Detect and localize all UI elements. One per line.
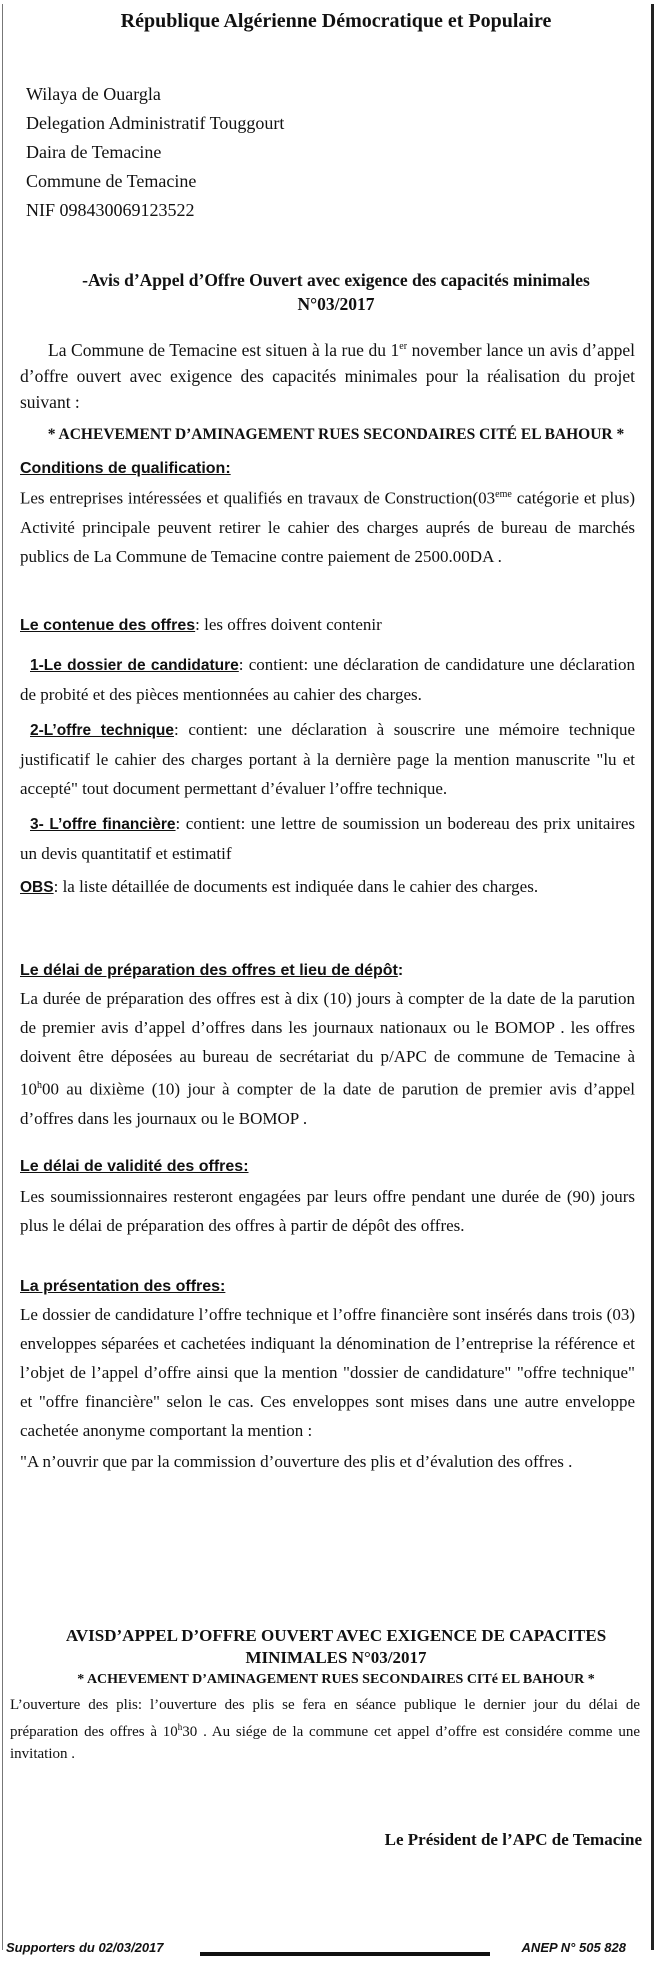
content-section [20,610,635,902]
intro-text-a: La Commune de Temacine est situen à la rue du 1 [48,339,400,360]
country-header: République Algérienne Démocratique et Populaire [120,10,552,32]
qualification-text [20,480,635,571]
project-title: * ACHEVEMENT D’AMINAGEMENT RUES SECONDAIRES CITÉ EL BAHOUR * [47,426,625,443]
intro-text-b: november lance un avis d’appel d’offre ouvert avec exigence des capacités minimales pour la réalisation du projet suivant : [20,339,635,412]
publication-rule [200,1952,490,1956]
delai-heading: Le délai de préparation des offres et lieu de dépôt [20,962,398,979]
delegation-line: Delegation Administratif Touggourt [26,113,285,133]
validite-section [20,1158,635,1240]
intro-sup: er [399,341,408,352]
footer-title-line2: MINIMALES N°03/2017 [245,1648,427,1667]
obs-text: : la liste détaillée de documents est indiquée dans le cahier des charges. [53,877,539,896]
anep-number: ANEP N° 505 828 [521,1940,626,1955]
footer-title-line1: AVISD’APPEL D’OFFRE OUVERT AVEC EXIGENCE DE CAPACITES [65,1626,607,1645]
qualification-section [20,460,635,571]
delai-text [20,984,635,1133]
content-item-3 [20,809,635,868]
qualif-text-b: catégorie et plus) Activité principale peuvent retirer le cahier des charges auprés de bureau de marchés publics de La Commune de Temacine contre paiement de 2500.00DA . [20,488,636,566]
nif-line: NIF 098430069123522 [26,200,195,220]
presentation-section [20,1278,635,1476]
content-item-1 [20,650,635,709]
footer-title-block [0,1625,672,1669]
delai-text-b: 00 au dixième (10) jour à compter de la date de parution de premier avis d’appel d’offres dans les journaux ou le BOMOP . [20,1079,635,1128]
notice-number: N°03/2017 [297,294,375,314]
obs-label: OBS [20,879,54,896]
item3-text: : contient: une lettre de soumission un bodereau des prix unitaires un devis quantitatif et estimatif [20,814,635,863]
presentation-heading: La présentation des offres: [20,1278,226,1295]
item3-label: 3- L’offre financière [30,816,176,833]
delai-section [20,962,635,1133]
presentation-text: Le dossier de candidature l’offre technique et l’offre financière sont insérés dans trois (03) enveloppes séparées et cachetées indiquant la dénomination de l’entreprise la référence et l’objet de l’appel d’offre ainsi que la mention "dossier de candidature" "offre technique" et "offre financière" selon le cas. Ces enveloppes sont mises dans une autre enveloppe cachetée anonyme comportant la mention : [20,1305,635,1440]
publication-bar [0,1940,650,1956]
content-heading: Le contenue des offres [20,617,196,634]
opening-text-b: 30 . Au siége de la commune cet appel d’offre est considére comme une invitation . [10,1724,640,1762]
admin-block [26,80,641,225]
opening-sup: h [177,1722,183,1732]
footer-project-title: * ACHEVEMENT D’AMINAGEMENT RUES SECONDAIRES CITé EL BAHOUR * [77,1672,595,1687]
content-heading-line [20,610,635,640]
content-item-2 [20,715,635,803]
opening-text-a: L’ouverture des plis: l’ouverture des plis se fera en séance publique le dernier jour du délai de préparation des offres à 10 [10,1697,640,1740]
item1-text: : contient: une déclaration de candidature une déclaration de probité et des pièces mentionnées au cahier des charges. [20,655,636,704]
delai-text-a: La durée de préparation des offres est à dix (10) jours à compter de la date de la parution de premier avis d’appel d’offres dans les journaux nationaux ou le BOMOP . les offres doivent être déposées au bureau de secrétariat du p/APC de commune de Temacine à 10 [20,989,635,1099]
validite-text: Les soumissionnaires resteront engagées par leurs offre pendant une durée de (90) jours plus le délai de préparation des offres à partir de dépôt des offres. [20,1187,635,1235]
presentation-quote: "A n’ouvrir que par la commission d’ouverture des plis et d’évalution des offres . [20,1452,573,1471]
qualif-sup: eme [495,489,512,500]
notice-intro [20,334,635,415]
wilaya-line: Wilaya de Ouargla [26,84,161,104]
qualification-heading: Conditions de qualification: [20,460,231,477]
publication-date: Supporters du 02/03/2017 [6,1940,164,1955]
item2-text: : contient: une déclaration à souscrire une mémoire technique justificatif le cahier des charges portant à la dernière page la mention manuscrite "lu et accepté" tout document permettant d’évaluer l’offre technique. [20,720,635,798]
item2-label: 2-L’offre technique [30,722,174,739]
delai-heading-tail: : [397,962,404,979]
signature: Le Président de l’APC de Temacine [384,1830,642,1849]
validite-heading: Le délai de validité des offres: [20,1158,249,1175]
notice-title: -Avis d’Appel d’Offre Ouvert avec exigence des capacités minimales [82,270,590,290]
item1-label: 1-Le dossier de candidature [30,657,239,674]
delai-sup: h [37,1080,42,1091]
daira-line: Daira de Temacine [26,142,162,162]
delai-heading-line [20,962,635,980]
obs-line [20,872,635,902]
qualif-text-a: Les entreprises intéressées et qualifiés en travaux de Construction(03 [20,488,496,508]
notice-title-block [0,268,672,316]
footer-opening-text [10,1694,640,1765]
content-heading-tail: : les offres doivent contenir [195,615,382,634]
commune-line: Commune de Temacine [26,171,197,191]
